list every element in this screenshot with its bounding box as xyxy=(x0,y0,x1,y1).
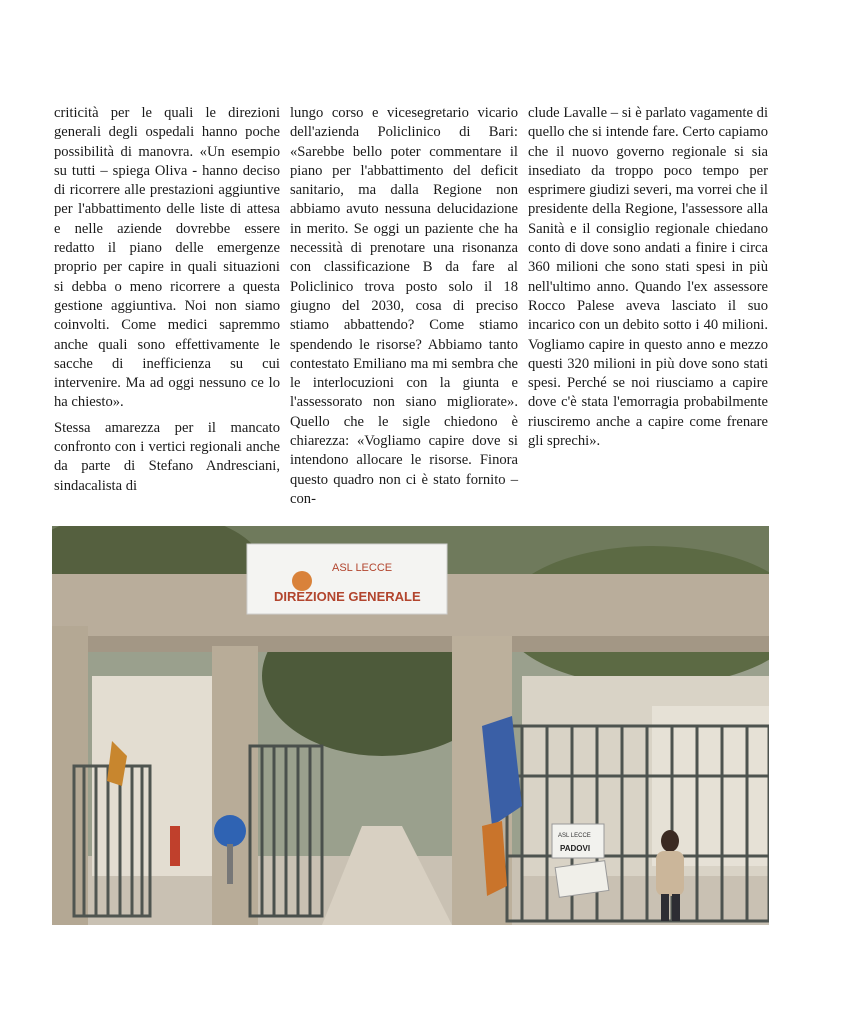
article-column-3 xyxy=(528,104,768,451)
paragraph: clude Lavalle – si è parlato vagamente di quello che si intende fare. Certo capiamo che il nuovo governo regionale si sia insediato da troppo poco tempo per esprimere giudizi severi, ma vorrei che il presidente della Regione, l'assessore alla Sanità e il consiglio regionale chiedano conto di dove sono andati a finire i circa 360 milioni che sono stati spesi in più nell'ultimo anno. Quando l'ex assessore Rocco Palese aveva lasciato il suo incarico con un debito sotto i 40 milioni. Vogliamo capire in questo anno e mezzo questi 320 milioni in più dove sono stati spesi. Perché se noi riusciamo a capire dove c'è stata l'emorragia probabilmente riusciremo anche a capire come frenare gli sprechi». xyxy=(528,105,768,450)
middle-gate xyxy=(250,746,322,916)
paragraph: Stessa amarezza per il mancato confronto con i vertici regionali anche da parte di Stefano Andresciani, sindacalista di xyxy=(54,419,280,494)
sign-line-1: ASL LECCE xyxy=(332,562,393,574)
gate-photo xyxy=(52,526,769,925)
sign-line-2: DIREZIONE GENERALE xyxy=(274,589,421,604)
gate-illustration xyxy=(52,526,769,925)
article-column-2 xyxy=(290,104,518,509)
person xyxy=(661,830,679,852)
paragraph: lungo corso e vicesegretario vicario dell'azienda Policlinico di Bari: «Sarebbe bello poter commentare il piano per l'abbattimento del deficit sanitario, ma dalla Regione non abbiamo avuto nessuna delucidazione in merito. Se oggi un paziente che ha necessità di prenotare una risonanza con classificazione B da fare al Policlinico trova posto solo il 18 giugno del 2030, cosa di preciso stiamo abbattendo? Come stiamo spendendo le risorse? Abbiamo tanto contestato Emiliano ma mi sembra che le interlocuzioni con la giunta e l'assessorato non siano migliorate». Quello che le sigle chiedono è chiarezza: «Vogliamo capire dove si intendono allocare le risorse. Finora questo quadro non ci è stato fornito – con- xyxy=(290,105,518,507)
traffic-sign-icon xyxy=(214,815,246,847)
article-column-1 xyxy=(54,104,280,496)
paragraph: criticità per le quali le direzioni generali degli ospedali hanno poche possibilità di manovra. «Un esempio su tutti – spiega Oliva - hanno deciso di ricorrere alle prestazioni aggiuntive per l'abbattimento delle liste di attesa e nelle aziende dovrebbe essere redatto il piano delle emergenze proprio per capire in quali situazioni si debba o meno ricorrere a questa gestione aggiuntiva. Noi non siamo coinvolti. Come medici sapremmo anche quali sono effettivamente le sacche di inefficienza su cui intervenire. Ma ad oggi nessuno ce lo ha chiesto». xyxy=(54,105,280,411)
notice-text-2: PADOVI xyxy=(560,844,591,853)
notice-text-1: ASL LECCE xyxy=(558,833,591,839)
